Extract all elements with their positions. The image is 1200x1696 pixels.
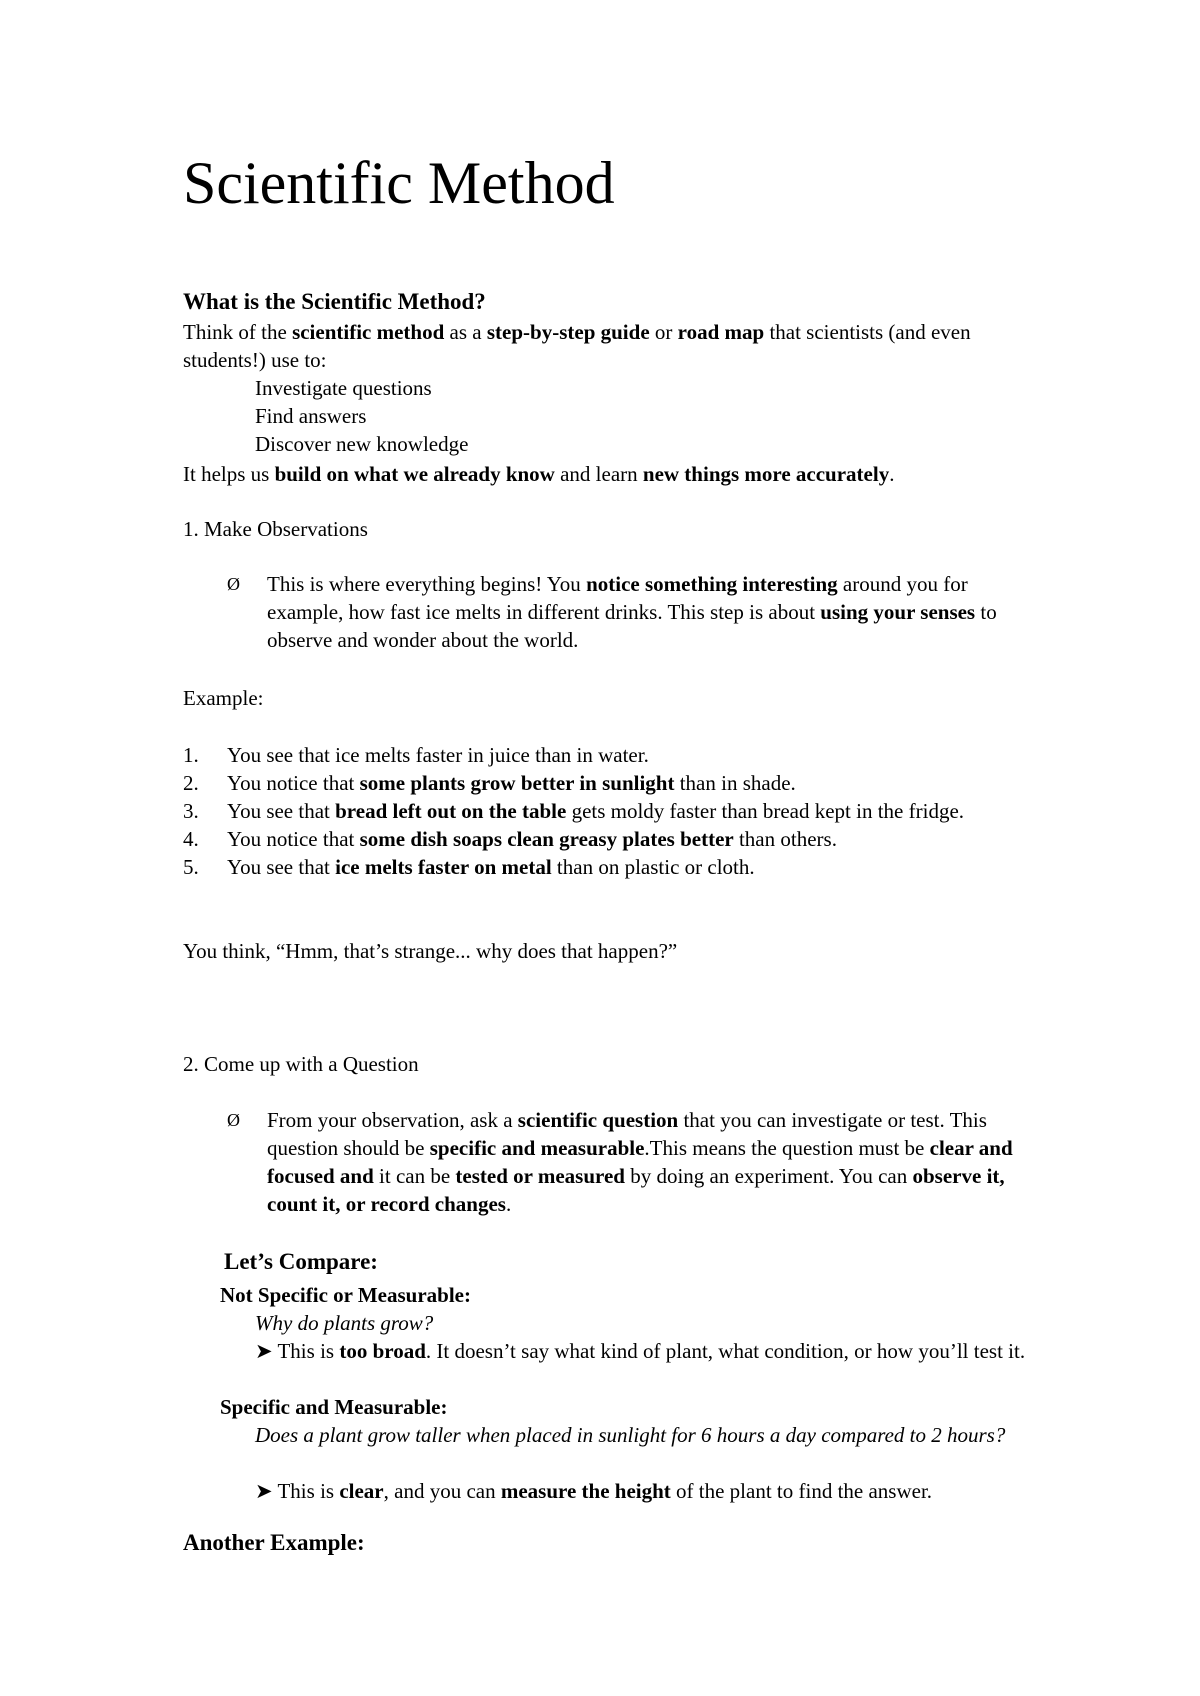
not-specific-question: Why do plants grow? [255, 1311, 434, 1335]
example-label: Example: [183, 686, 264, 710]
not-specific-note: ➤ This is too broad. It doesn’t say what kind of plant, what condition, or how you’ll test it. [255, 1339, 1026, 1363]
step2-bullet: Ø From your observation, ask a scientific question that you can investigate or test. This question should be specific and measurable.This means the question must be clear and focused and it can be tested or measured by doing an experiment. You can observe it, count it, or record changes. [227, 1108, 1013, 1216]
intro-heading: What is the Scientific Method? [183, 289, 486, 314]
examples-list [183, 741, 1033, 881]
bullet-arrow-icon: Ø [227, 1110, 240, 1130]
compare-heading: Let’s Compare: [224, 1249, 378, 1274]
step1-bullet: Ø This is where everything begins! You notice something interesting around you for example, how fast ice melts in different drinks. This step is about using your senses to observe and wonder about the world. [227, 572, 997, 652]
list-item: 4. You notice that some dish soaps clean greasy plates better than others. [183, 827, 837, 851]
uses-item: Find answers [255, 404, 367, 428]
step1-heading: 1. Make Observations [183, 517, 368, 541]
another-example-heading: Another Example: [183, 1530, 365, 1555]
list-item: 1. You see that ice melts faster in juice than in water. [183, 743, 649, 767]
specific-label: Specific and Measurable: [220, 1395, 448, 1419]
uses-item: Investigate questions [255, 376, 432, 400]
arrow-icon: ➤ [255, 1339, 273, 1363]
list-item: 2. You notice that some plants grow better in sunlight than in shade. [183, 771, 796, 795]
intro-summary: It helps us build on what we already know and learn new things more accurately. [183, 462, 895, 486]
uses-item: Discover new knowledge [255, 432, 469, 456]
thought-line: You think, “Hmm, that’s strange... why does that happen?” [183, 939, 678, 963]
list-item: 5. You see that ice melts faster on metal than on plastic or cloth. [183, 855, 755, 879]
specific-note: ➤ This is clear, and you can measure the height of the plant to find the answer. [255, 1479, 933, 1503]
list-item: 3. You see that bread left out on the table gets moldy faster than bread kept in the fridge. [183, 799, 965, 823]
intro-paragraph: Think of the scientific method as a step-by-step guide or road map that scientists (and even students!) use to: [183, 320, 971, 372]
specific-question: Does a plant grow taller when placed in sunlight for 6 hours a day compared to 2 hours? [255, 1423, 1006, 1447]
uses-list [255, 374, 468, 458]
step2-heading: 2. Come up with a Question [183, 1052, 419, 1076]
page-title: Scientific Method [183, 150, 615, 216]
arrow-icon: ➤ [255, 1479, 273, 1503]
not-specific-label: Not Specific or Measurable: [220, 1283, 471, 1307]
bullet-arrow-icon: Ø [227, 574, 240, 594]
